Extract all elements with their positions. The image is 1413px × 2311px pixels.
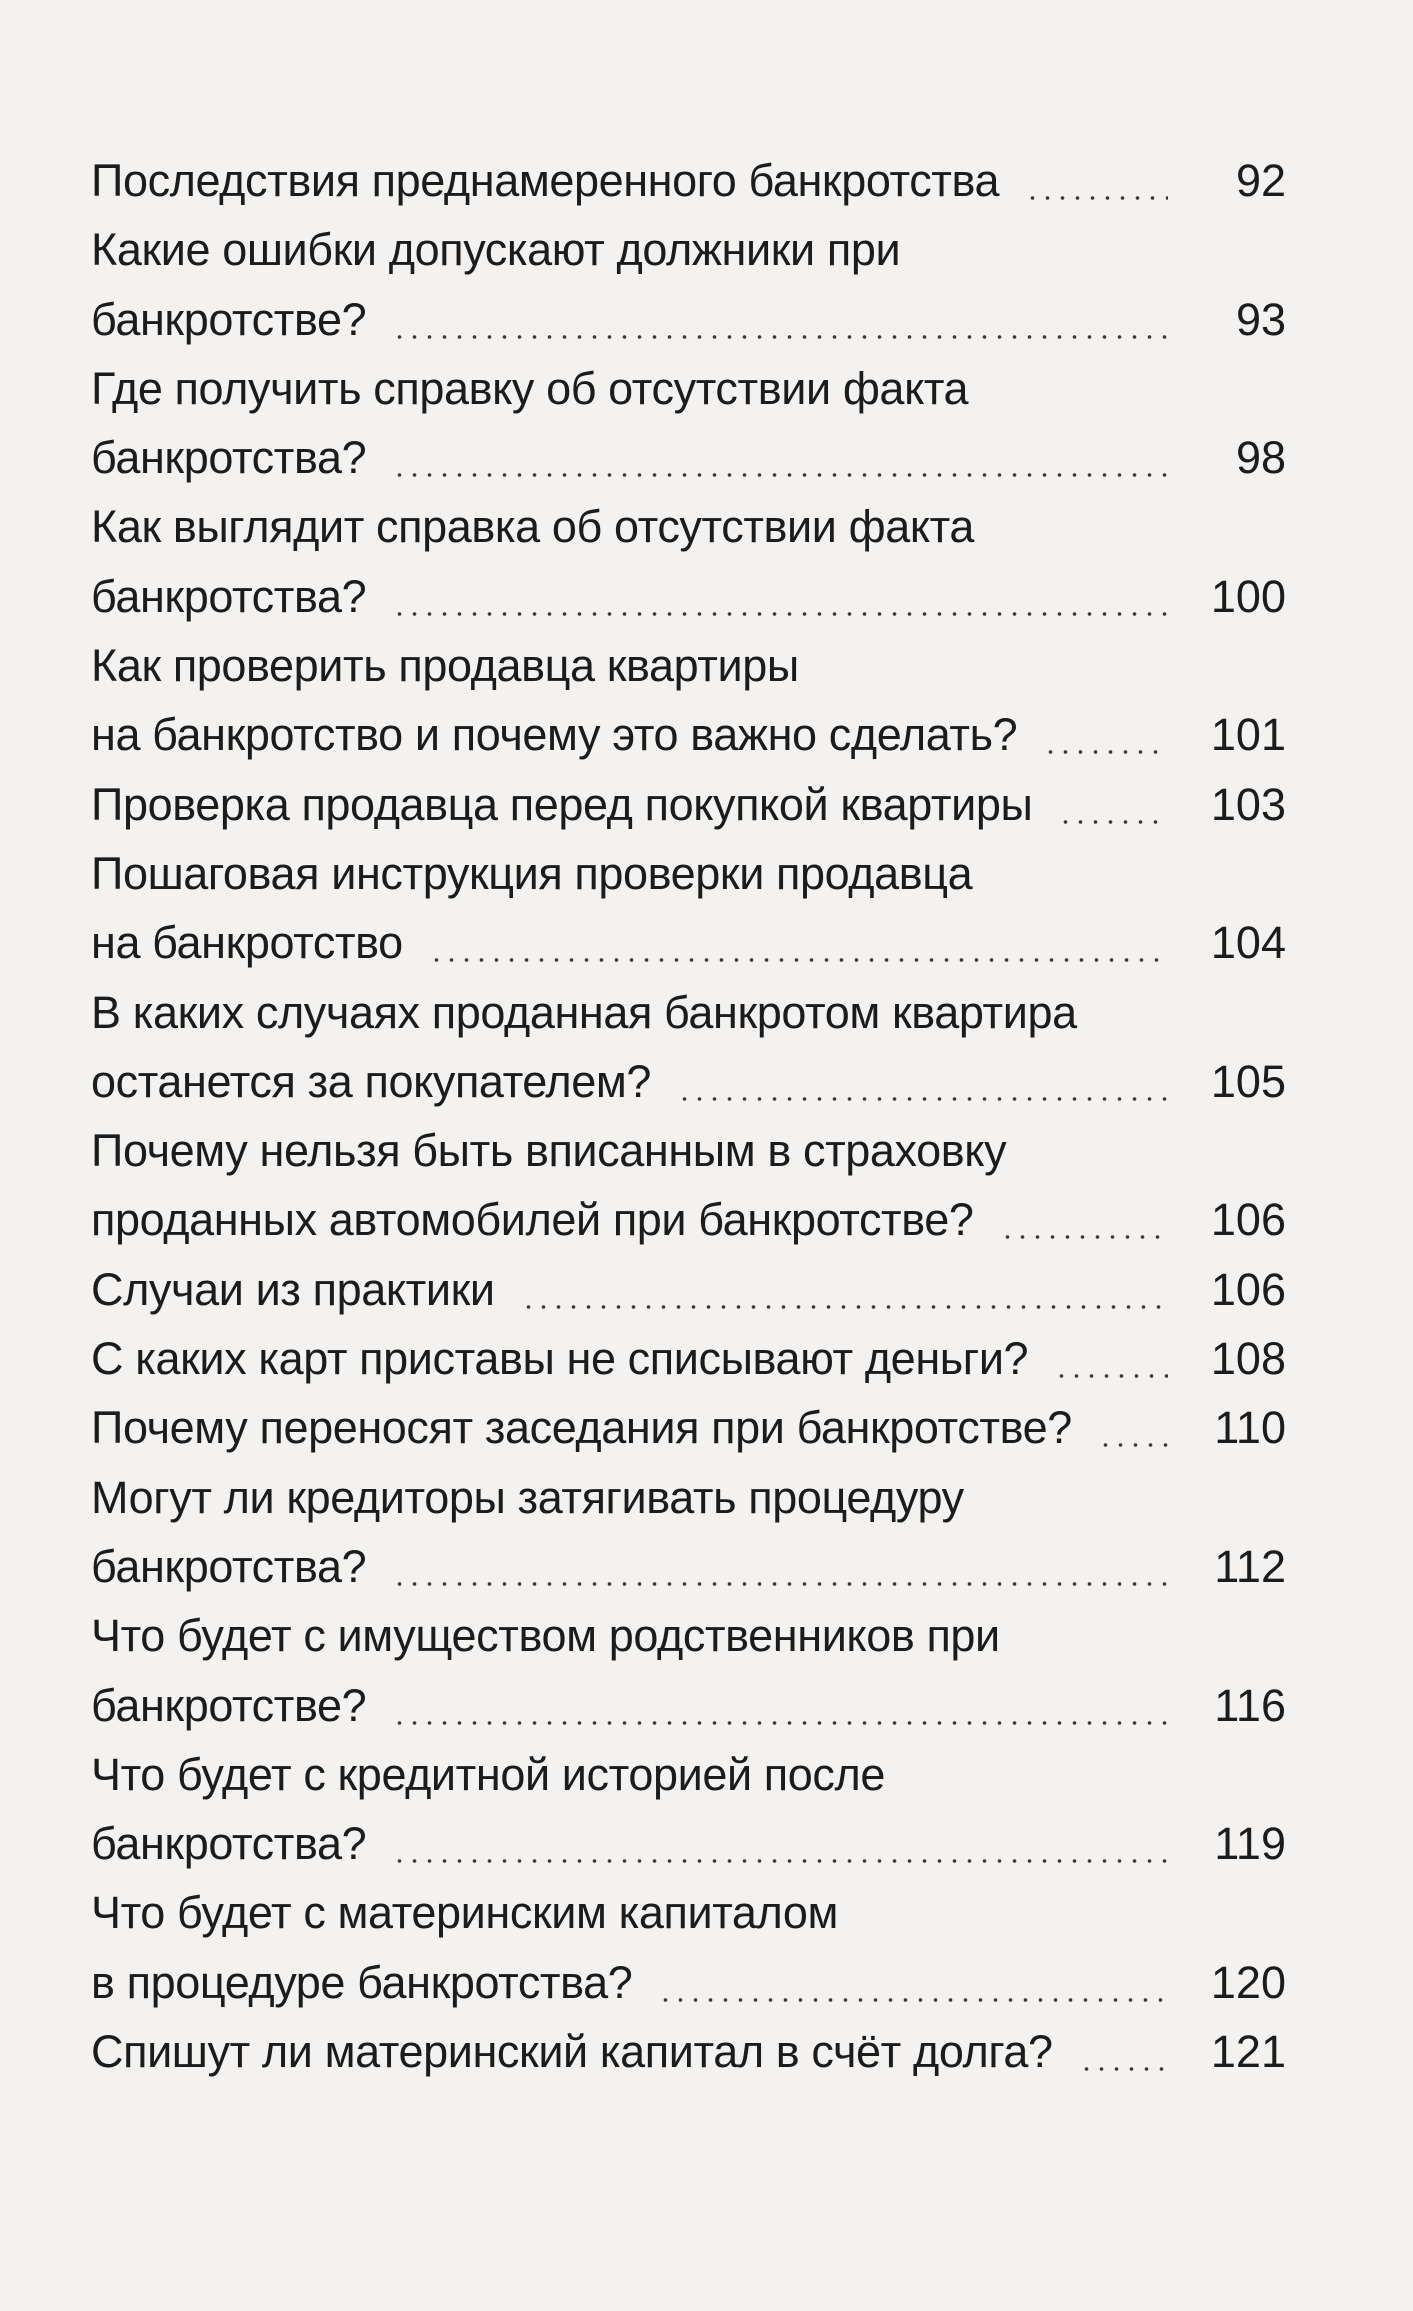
toc-entry[interactable] <box>91 978 1286 1117</box>
toc-entry-title: Какие ошибки допускают должники при <box>91 224 901 276</box>
table-of-contents <box>91 146 1286 2086</box>
toc-entry-line <box>91 423 1286 492</box>
toc-entry-line <box>91 908 1286 977</box>
toc-entry-title: банкротстве? <box>91 293 367 345</box>
dot-leader <box>1043 700 1168 769</box>
toc-entry-title: Спишут ли материнский капитал в счёт долга? <box>91 2026 1053 2078</box>
dot-leader <box>429 908 1168 977</box>
toc-entry-title: Проверка продавца перед покупкой квартиры <box>91 778 1033 830</box>
toc-entry-title: на банкротство <box>91 917 403 969</box>
toc-page-number: 119 <box>1214 1818 1286 1870</box>
dot-leader <box>1025 146 1168 215</box>
dot-leader <box>392 285 1168 354</box>
toc-entry-title: в процедуре банкротства? <box>91 1956 633 2008</box>
toc-entry[interactable] <box>91 1740 1286 1879</box>
toc-entry[interactable] <box>91 215 1286 354</box>
dot-leader <box>392 423 1168 492</box>
toc-entry[interactable] <box>91 146 1286 215</box>
toc-entry-line <box>91 1185 1286 1254</box>
toc-entry-line <box>91 978 1286 1047</box>
toc-entry-line <box>91 1601 1286 1670</box>
toc-entry-title: на банкротство и почему это важно сделать? <box>91 709 1018 761</box>
toc-page-number: 108 <box>1210 1333 1286 1385</box>
toc-entry-line <box>91 562 1286 631</box>
toc-entry-line <box>91 1393 1286 1462</box>
toc-entry-title: останется за покупателем? <box>91 1055 652 1107</box>
toc-entry-title: Последствия преднамеренного банкротства <box>91 155 1000 206</box>
toc-entry-title: Как проверить продавца квартиры <box>91 640 799 692</box>
toc-entry[interactable] <box>91 354 1286 493</box>
toc-entry[interactable] <box>91 839 1286 978</box>
dot-leader <box>677 1047 1168 1116</box>
toc-entry[interactable] <box>91 1878 1286 2017</box>
toc-entry[interactable] <box>91 631 1286 770</box>
toc-entry-line <box>91 1047 1286 1116</box>
toc-entry-title: Что будет с материнским капиталом <box>91 1887 839 1939</box>
toc-entry-title: Почему нельзя быть вписанным в страховку <box>91 1125 1007 1177</box>
toc-page-number: 103 <box>1210 778 1286 830</box>
toc-page-number: 105 <box>1210 1055 1286 1107</box>
dot-leader <box>392 1809 1168 1878</box>
toc-page-number: 93 <box>1235 293 1286 345</box>
toc-entry-line <box>91 1255 1286 1324</box>
toc-page-number: 106 <box>1210 1194 1286 1246</box>
dot-leader <box>1098 1393 1168 1462</box>
toc-entry-line <box>91 1116 1286 1185</box>
toc-entry-line <box>91 1740 1286 1809</box>
toc-entry-line <box>91 2017 1286 2086</box>
toc-entry-line <box>91 1463 1286 1532</box>
toc-entry-line <box>91 839 1286 908</box>
toc-entry-line <box>91 700 1286 769</box>
toc-entry-line <box>91 354 1286 423</box>
toc-entry[interactable] <box>91 492 1286 631</box>
dot-leader <box>1079 2017 1168 2086</box>
toc-entry-line <box>91 1948 1286 2017</box>
toc-entry[interactable] <box>91 770 1286 839</box>
toc-entry-title: С каких карт приставы не списывают деньги? <box>91 1333 1029 1385</box>
toc-page-number: 116 <box>1214 1679 1286 1731</box>
toc-entry-line <box>91 215 1286 284</box>
toc-page-number: 101 <box>1210 709 1286 761</box>
toc-entry-line <box>91 1809 1286 1878</box>
toc-entry[interactable] <box>91 1463 1286 1602</box>
toc-entry-title: Что будет с имуществом родственников при <box>91 1610 1000 1662</box>
toc-entry-line <box>91 1671 1286 1740</box>
toc-entry-title: банкротства? <box>91 1818 367 1870</box>
toc-entry-title: Где получить справку об отсутствии факта <box>91 362 969 414</box>
toc-entry-title: проданных автомобилей при банкротстве? <box>91 1194 974 1246</box>
dot-leader <box>392 562 1168 631</box>
dot-leader <box>392 1671 1168 1740</box>
toc-page-number: 92 <box>1235 155 1286 206</box>
toc-entry-title: банкротства? <box>91 570 367 622</box>
toc-page-number: 112 <box>1214 1540 1286 1592</box>
toc-entry-title: Могут ли кредиторы затягивать процедуру <box>91 1471 964 1523</box>
toc-entry-title: Как выглядит справка об отсутствии факта <box>91 501 974 553</box>
dot-leader <box>658 1948 1168 2017</box>
dot-leader <box>1054 1324 1168 1393</box>
toc-page-number: 120 <box>1210 1956 1286 2008</box>
toc-entry-title: банкротства? <box>91 432 367 484</box>
toc-entry-title: Случаи из практики <box>91 1263 495 1315</box>
toc-entry-title: банкротстве? <box>91 1679 367 1731</box>
toc-page-number: 98 <box>1235 432 1286 484</box>
toc-entry[interactable] <box>91 2017 1286 2086</box>
toc-entry[interactable] <box>91 1324 1286 1393</box>
toc-entry-line <box>91 1532 1286 1601</box>
toc-entry-title: банкротства? <box>91 1540 367 1592</box>
toc-entry[interactable] <box>91 1116 1286 1255</box>
dot-leader <box>392 1532 1168 1601</box>
toc-entry[interactable] <box>91 1255 1286 1324</box>
toc-page-number: 121 <box>1210 2026 1286 2078</box>
dot-leader <box>1000 1185 1168 1254</box>
toc-page-number: 104 <box>1210 917 1286 969</box>
toc-entry[interactable] <box>91 1393 1286 1462</box>
toc-entry-title: Почему переносят заседания при банкротстве? <box>91 1402 1072 1454</box>
dot-leader <box>1058 770 1168 839</box>
toc-entry-line <box>91 631 1286 700</box>
toc-entry[interactable] <box>91 1601 1286 1740</box>
toc-entry-line <box>91 146 1286 215</box>
toc-entry-title: Что будет с кредитной историей после <box>91 1748 885 1800</box>
toc-entry-line <box>91 770 1286 839</box>
dot-leader <box>521 1255 1168 1324</box>
toc-page-number: 110 <box>1214 1402 1286 1454</box>
toc-page-number: 100 <box>1210 570 1286 622</box>
toc-entry-title: Пошаговая инструкция проверки продавца <box>91 847 973 899</box>
toc-entry-line <box>91 1878 1286 1947</box>
toc-entry-line <box>91 492 1286 561</box>
toc-entry-line <box>91 1324 1286 1393</box>
toc-page-number: 106 <box>1210 1263 1286 1315</box>
toc-entry-line <box>91 285 1286 354</box>
toc-entry-title: В каких случаях проданная банкротом квартира <box>91 986 1077 1038</box>
